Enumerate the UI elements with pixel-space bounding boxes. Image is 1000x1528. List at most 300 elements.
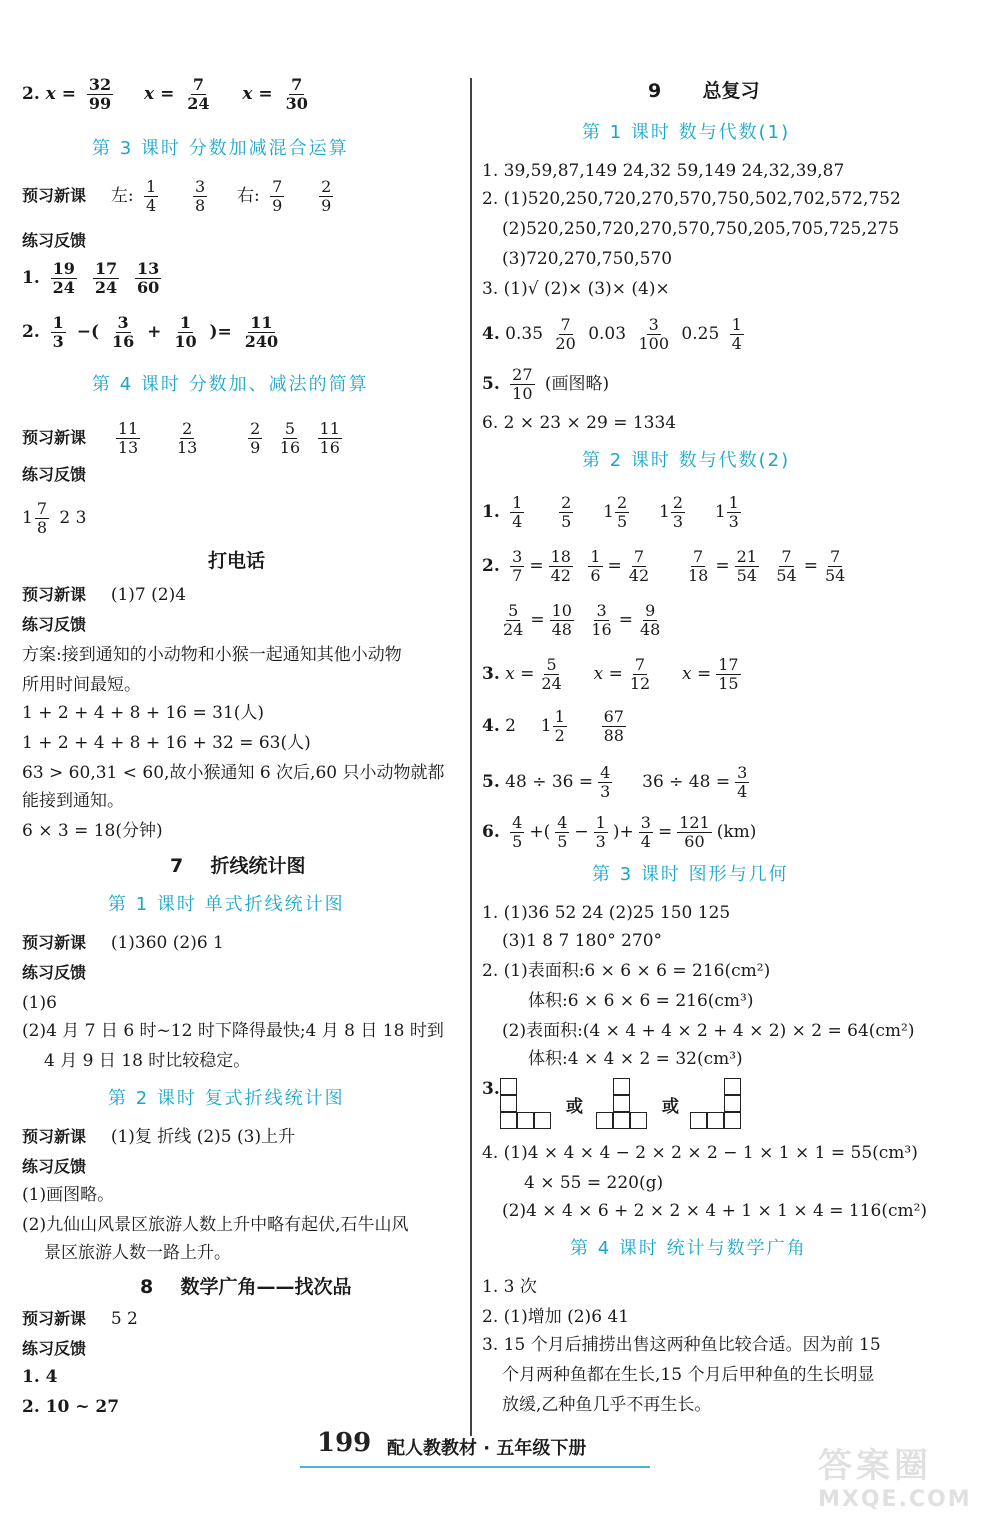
denominator: 10 xyxy=(512,384,533,403)
topic-title: 打电话 xyxy=(208,550,266,572)
denominator: 54 xyxy=(736,566,757,585)
operator: = xyxy=(715,556,730,576)
answer-line xyxy=(482,548,852,585)
denominator: 9 xyxy=(321,196,332,215)
answer-line xyxy=(22,932,224,954)
numerator: 2 xyxy=(250,419,261,438)
fraction xyxy=(248,420,262,457)
fraction xyxy=(172,314,198,351)
answer-line xyxy=(482,708,631,745)
answer-text: 2. 10 ~ 27 xyxy=(22,1397,120,1417)
numerator: 4 xyxy=(557,813,568,832)
preview-label: 预习新课 xyxy=(22,585,87,604)
answer-text: 景区旅游人数一路上升。 xyxy=(44,1243,231,1263)
fraction xyxy=(727,494,741,531)
numerator: 18 xyxy=(550,547,571,566)
denominator: 5 xyxy=(557,832,568,851)
denominator: 30 xyxy=(285,94,308,113)
operator: )= xyxy=(209,322,232,342)
denominator: 99 xyxy=(88,94,112,113)
numerator: 2 xyxy=(672,493,683,512)
question-number: 4. xyxy=(482,324,500,344)
answer-text: 方案:接到通知的小动物和小猴一起通知其他小动物 xyxy=(22,645,402,665)
fraction xyxy=(716,656,740,693)
operator: = xyxy=(529,556,544,576)
denominator: 24 xyxy=(503,620,524,639)
fraction xyxy=(602,708,626,745)
answer-text: (2)表面积:(4 × 4 + 4 × 2 + 4 × 2) × 2 = 64(cm²) xyxy=(502,1021,915,1041)
watermark-logo xyxy=(818,1438,978,1518)
numerator: 17 xyxy=(94,259,118,278)
answer-line xyxy=(22,314,285,351)
numerator: 7 xyxy=(634,655,646,674)
preview-label: 预习新课 xyxy=(22,428,87,447)
section-title: 第 4 课时 分数加、减法的简算 xyxy=(92,374,369,395)
fraction xyxy=(318,420,342,457)
numerator: 3 xyxy=(596,601,607,620)
operator: )+ xyxy=(612,822,634,842)
operator: = xyxy=(657,822,673,842)
numerator: 19 xyxy=(52,259,75,278)
answer-text: (2)九仙山风景区旅游人数上升中略有起伏,石牛山风 xyxy=(22,1215,409,1235)
answer-text: 0.35 xyxy=(505,324,544,344)
answer-line xyxy=(22,260,166,297)
fraction xyxy=(539,656,563,693)
answer-text: 2. (1)表面积:6 × 6 × 6 = 216(cm²) xyxy=(482,961,771,981)
answer-text: 2 xyxy=(505,716,516,736)
denominator: 4 xyxy=(145,196,157,215)
fraction xyxy=(589,602,613,639)
numerator: 5 xyxy=(284,419,296,438)
question-number: 2. xyxy=(482,556,500,576)
preview-label: 预习新课 xyxy=(22,933,87,952)
fraction xyxy=(51,314,66,351)
numerator: 3 xyxy=(194,177,206,196)
watermark-url: MXQE.COM xyxy=(818,1487,972,1512)
numerator: 2 xyxy=(561,493,572,512)
fraction xyxy=(555,814,569,851)
answer-text: 体积:6 × 6 × 6 = 216(cm³) xyxy=(528,991,754,1011)
numerator: 3 xyxy=(648,315,659,334)
answer-text: (1)6 xyxy=(22,993,57,1013)
section-title: 第 3 课时 分数加减混合运算 xyxy=(92,138,349,159)
answer-text: (1)7 (2)4 xyxy=(110,585,187,605)
answer-text: 1 + 2 + 4 + 8 + 16 = 31(人) xyxy=(22,703,265,723)
denominator: 18 xyxy=(687,566,709,585)
fraction xyxy=(735,548,759,585)
fraction xyxy=(270,178,284,215)
page-number: 199 xyxy=(317,1428,372,1458)
operator: = xyxy=(803,556,818,576)
numerator: 11 xyxy=(117,419,139,438)
answer-text: 6 × 3 = 18(分钟) xyxy=(22,821,163,841)
equation-text: x = xyxy=(45,84,76,104)
operator: + xyxy=(147,322,162,342)
answer-text: 能接到通知。 xyxy=(22,791,124,811)
denominator: 13 xyxy=(177,438,198,457)
fraction xyxy=(110,314,136,351)
question-number: 4. xyxy=(482,716,500,736)
section-title: 第 1 课时 单式折线统计图 xyxy=(108,894,345,915)
denominator: 15 xyxy=(718,674,739,693)
equation-text: x = xyxy=(144,84,175,104)
answer-text: (2)4 × 4 × 6 + 2 × 2 × 4 + 1 × 1 × 4 = 116(cm²) xyxy=(502,1201,928,1221)
numerator: 11 xyxy=(250,313,273,332)
answer-text: (1)画图略。 xyxy=(22,1185,115,1205)
whole-number: 1 xyxy=(658,502,670,522)
numerator: 121 xyxy=(679,813,710,832)
denominator: 100 xyxy=(638,334,669,353)
denominator: 48 xyxy=(551,620,572,639)
equation-text: 36 ÷ 48 = xyxy=(642,772,731,792)
denominator: 88 xyxy=(603,726,624,745)
fraction xyxy=(510,814,524,851)
or-label: 或 xyxy=(566,1097,583,1117)
fraction xyxy=(135,260,161,297)
practice-label: 练习反馈 xyxy=(22,1339,87,1358)
fraction xyxy=(671,494,685,531)
numerator: 7 xyxy=(693,547,704,566)
denominator: 4 xyxy=(737,782,748,801)
question-number: 2. xyxy=(22,84,40,104)
fraction xyxy=(144,178,158,215)
denominator: 6 xyxy=(590,566,601,585)
whole-number: 1 xyxy=(22,508,33,528)
answer-line xyxy=(22,420,347,457)
numerator: 4 xyxy=(600,763,611,782)
denominator: 12 xyxy=(629,674,651,693)
fraction xyxy=(559,494,573,531)
practice-label: 练习反馈 xyxy=(22,231,87,250)
answer-text: 个月两种鱼都在生长,15 个月后甲种鱼的生长明显 xyxy=(502,1365,875,1385)
answer-text: 3. 15 个月后捕捞出售这两种鱼比较合适。因为前 15 xyxy=(482,1335,881,1355)
fraction xyxy=(615,494,629,531)
numerator: 3 xyxy=(737,763,748,782)
cube-view-3 xyxy=(690,1078,744,1132)
numerator: 7 xyxy=(192,75,204,94)
numerator: 13 xyxy=(137,259,160,278)
answer-text: 2. (1)520,250,720,270,570,750,502,702,572,752 xyxy=(482,189,901,209)
question-number: 1. xyxy=(22,268,40,288)
answer-text: (3)1 8 7 180° 270° xyxy=(502,931,663,951)
question-number: 2. xyxy=(22,322,40,342)
denominator: 3 xyxy=(728,512,739,531)
fraction xyxy=(501,602,525,639)
numerator: 1 xyxy=(590,547,601,566)
answer-text: (1)复 折线 (2)5 (3)上升 xyxy=(110,1127,296,1147)
watermark-text: 答案圈 xyxy=(818,1446,932,1486)
denominator: 4 xyxy=(512,512,523,531)
equation-text: x = xyxy=(593,664,623,684)
numerator: 1 xyxy=(731,315,742,334)
section-title: 第 1 课时 数与代数(1) xyxy=(582,122,791,143)
question-number: 3. xyxy=(482,1079,500,1099)
numerator: 4 xyxy=(512,813,523,832)
unit-number: 8 xyxy=(140,1276,154,1298)
whole-number: 1 xyxy=(603,502,614,522)
fraction xyxy=(93,260,119,297)
numerator: 3 xyxy=(117,313,129,332)
denominator: 24 xyxy=(94,278,118,297)
practice-label: 练习反馈 xyxy=(22,963,87,982)
answer-text: (3)720,270,750,570 xyxy=(502,249,673,269)
fraction xyxy=(510,548,524,585)
cube-view-1 xyxy=(500,1078,554,1132)
numerator: 3 xyxy=(512,547,523,566)
denominator: 16 xyxy=(111,332,135,351)
fraction xyxy=(87,76,113,113)
numerator: 7 xyxy=(291,75,303,94)
answer-line xyxy=(22,1126,295,1148)
denominator: 240 xyxy=(244,332,279,351)
unit-title: 折线统计图 xyxy=(210,855,306,877)
answer-text: 2. (1)增加 (2)6 41 xyxy=(482,1307,630,1327)
denominator: 3 xyxy=(595,832,606,851)
denominator: 5 xyxy=(616,512,628,531)
answer-text: 6. 2 × 23 × 29 = 1334 xyxy=(482,413,677,433)
denominator: 9 xyxy=(250,438,261,457)
preview-label: 预习新课 xyxy=(22,1309,87,1328)
question-number: 5. xyxy=(482,374,500,394)
denominator: 4 xyxy=(640,832,651,851)
section-title: 第 2 课时 复式折线统计图 xyxy=(108,1088,345,1109)
answer-text: 4 月 9 日 18 时比较稳定。 xyxy=(44,1051,251,1071)
denominator: 5 xyxy=(512,832,523,851)
numerator: 9 xyxy=(645,601,656,620)
denominator: 24 xyxy=(187,94,210,113)
column-divider xyxy=(470,78,472,1436)
denominator: 5 xyxy=(561,512,572,531)
denominator: 24 xyxy=(52,278,75,297)
answer-text: 左: xyxy=(110,186,134,206)
denominator: 3 xyxy=(600,782,611,801)
unit-text: (km) xyxy=(716,822,757,842)
operator: = xyxy=(607,556,622,576)
numerator: 32 xyxy=(88,75,112,94)
numerator: 7 xyxy=(781,547,792,566)
practice-label: 练习反馈 xyxy=(22,615,87,634)
question-number: 5. xyxy=(482,772,500,792)
section-title: 第 3 课时 图形与几何 xyxy=(592,864,789,885)
answer-text: (画图略) xyxy=(544,374,610,394)
numerator: 7 xyxy=(560,315,571,334)
equation-text: x = xyxy=(682,664,712,684)
denominator: 8 xyxy=(194,196,206,215)
numerator: 1 xyxy=(179,313,192,332)
answer-text: 0.25 xyxy=(681,324,720,344)
answer-text: 体积:4 × 4 × 2 = 32(cm³) xyxy=(528,1049,743,1069)
or-label: 或 xyxy=(662,1097,679,1117)
section-title: 第 4 课时 统计与数学广角 xyxy=(570,1238,807,1259)
practice-label: 练习反馈 xyxy=(22,465,87,484)
fraction xyxy=(553,316,577,353)
question-number: 1. xyxy=(482,502,500,522)
numerator: 2 xyxy=(616,493,628,512)
footer-rule xyxy=(300,1466,650,1468)
numerator: 7 xyxy=(633,547,645,566)
answer-text: 4 × 55 = 220(g) xyxy=(524,1173,664,1193)
unit-heading xyxy=(170,855,306,877)
denominator: 16 xyxy=(319,438,340,457)
numerator: 7 xyxy=(272,177,283,196)
answer-line xyxy=(22,178,338,215)
fraction xyxy=(278,420,302,457)
fraction xyxy=(588,548,602,585)
numerator: 2 xyxy=(182,419,193,438)
answer-line xyxy=(482,764,754,801)
operator: − xyxy=(574,822,589,842)
answer-line xyxy=(482,316,749,353)
footer-text: 配人教教材 · 五年级下册 xyxy=(387,1438,587,1459)
denominator: 10 xyxy=(174,332,197,351)
fraction xyxy=(284,76,310,113)
fraction xyxy=(636,316,671,353)
fraction xyxy=(35,500,49,537)
fraction xyxy=(510,366,534,403)
fraction xyxy=(550,602,574,639)
denominator: 16 xyxy=(591,620,612,639)
answer-text: 右: xyxy=(236,186,260,206)
answer-line xyxy=(22,584,186,606)
cube-view-2 xyxy=(596,1078,650,1132)
section-title: 第 2 课时 数与代数(2) xyxy=(582,450,791,471)
equation-text: 48 ÷ 36 = xyxy=(505,772,594,792)
preview-label: 预习新课 xyxy=(22,1127,87,1146)
fraction xyxy=(627,548,651,585)
unit-number: 9 xyxy=(648,80,662,102)
numerator: 1 xyxy=(728,493,739,512)
denominator: 3 xyxy=(672,512,683,531)
answer-text: 0.03 xyxy=(588,324,627,344)
answer-line xyxy=(22,76,315,113)
answer-text: 1. 3 次 xyxy=(482,1277,537,1297)
unit-title: 数学广角——找次品 xyxy=(180,1276,352,1298)
denominator: 54 xyxy=(776,566,797,585)
numerator: 17 xyxy=(718,655,739,674)
fraction xyxy=(116,420,140,457)
equation-text: x = xyxy=(242,84,273,104)
denominator: 13 xyxy=(117,438,139,457)
numerator: 10 xyxy=(551,601,572,620)
numerator: 11 xyxy=(319,419,340,438)
answer-line xyxy=(496,602,667,639)
fraction xyxy=(774,548,798,585)
numerator: 1 xyxy=(145,177,157,196)
fraction xyxy=(193,178,207,215)
answer-text: (2)520,250,720,270,570,750,205,705,725,275 xyxy=(502,219,900,239)
denominator: 2 xyxy=(554,726,565,745)
denominator: 16 xyxy=(279,438,301,457)
fraction xyxy=(549,548,573,585)
fraction xyxy=(730,316,744,353)
numerator: 7 xyxy=(830,547,841,566)
answer-line xyxy=(22,1308,138,1330)
fraction xyxy=(510,494,524,531)
numerator: 27 xyxy=(512,365,533,384)
denominator: 24 xyxy=(541,674,562,693)
answer-text: (1)360 (2)6 1 xyxy=(110,933,224,953)
numerator: 3 xyxy=(640,813,651,832)
answer-text: 63 > 60,31 < 60,故小猴通知 6 次后,60 只小动物就都 xyxy=(22,763,445,783)
denominator: 60 xyxy=(684,832,705,851)
denominator: 54 xyxy=(824,566,846,585)
practice-label: 练习反馈 xyxy=(22,1157,87,1176)
answer-text: 4. (1)4 × 4 × 4 − 2 × 2 × 2 − 1 × 1 × 1 = 55(cm³) xyxy=(482,1143,918,1163)
numerator: 1 xyxy=(595,813,606,832)
numerator: 21 xyxy=(736,547,757,566)
fraction xyxy=(553,708,567,745)
fraction xyxy=(686,548,710,585)
denominator: 4 xyxy=(731,334,742,353)
answer-text: 1. 39,59,87,149 24,32 59,149 24,32,39,87 xyxy=(482,161,845,181)
fraction xyxy=(638,602,662,639)
question-number: 6. xyxy=(482,822,500,842)
answer-line xyxy=(482,656,746,693)
fraction xyxy=(175,420,199,457)
answer-text: 1 + 2 + 4 + 8 + 16 + 32 = 63(人) xyxy=(22,733,311,753)
fraction xyxy=(677,814,712,851)
answer-text: (2)4 月 7 日 6 时~12 时下降得最快;4 月 8 日 18 时到 xyxy=(22,1021,444,1041)
numerator: 2 xyxy=(321,177,332,196)
operator: = xyxy=(618,610,633,630)
numerator: 7 xyxy=(36,499,48,518)
answer-line xyxy=(482,494,746,531)
question-number: 3. xyxy=(482,664,500,684)
denominator: 9 xyxy=(272,196,283,215)
answer-line xyxy=(482,366,609,403)
denominator: 7 xyxy=(512,566,523,585)
answer-text: 3. (1)√ (2)× (3)× (4)× xyxy=(482,279,670,299)
denominator: 8 xyxy=(36,518,48,537)
numerator: 5 xyxy=(508,601,519,620)
fraction xyxy=(823,548,847,585)
unit-heading xyxy=(648,80,760,102)
equation-text: x = xyxy=(505,664,535,684)
answer-text: 2 3 xyxy=(59,508,87,528)
denominator: 48 xyxy=(639,620,661,639)
answer-text: 5 2 xyxy=(110,1309,138,1329)
denominator: 20 xyxy=(555,334,576,353)
denominator: 3 xyxy=(52,332,64,351)
denominator: 60 xyxy=(137,278,160,297)
fraction xyxy=(598,764,612,801)
numerator: 67 xyxy=(603,707,624,726)
operator: +( xyxy=(529,822,551,842)
fraction xyxy=(594,814,608,851)
numerator: 1 xyxy=(554,707,565,726)
answer-text: 所用时间最短。 xyxy=(22,675,141,695)
fraction xyxy=(185,76,211,113)
numerator: 5 xyxy=(546,655,557,674)
answer-text: 1. 4 xyxy=(22,1367,58,1387)
unit-number: 7 xyxy=(170,855,184,877)
fraction xyxy=(319,178,333,215)
unit-heading xyxy=(140,1276,352,1298)
fraction xyxy=(735,764,749,801)
operator: = xyxy=(530,610,545,630)
fraction xyxy=(243,314,280,351)
unit-title: 总复习 xyxy=(702,80,760,102)
answer-text: 放缓,乙种鱼几乎不再生长。 xyxy=(502,1395,712,1415)
fraction xyxy=(639,814,653,851)
whole-number: 1 xyxy=(540,716,552,736)
numerator: 1 xyxy=(52,313,64,332)
fraction xyxy=(628,656,652,693)
answer-line xyxy=(482,814,756,851)
whole-number: 1 xyxy=(714,502,726,522)
answer-line xyxy=(22,500,86,537)
operator: −( xyxy=(76,322,100,342)
